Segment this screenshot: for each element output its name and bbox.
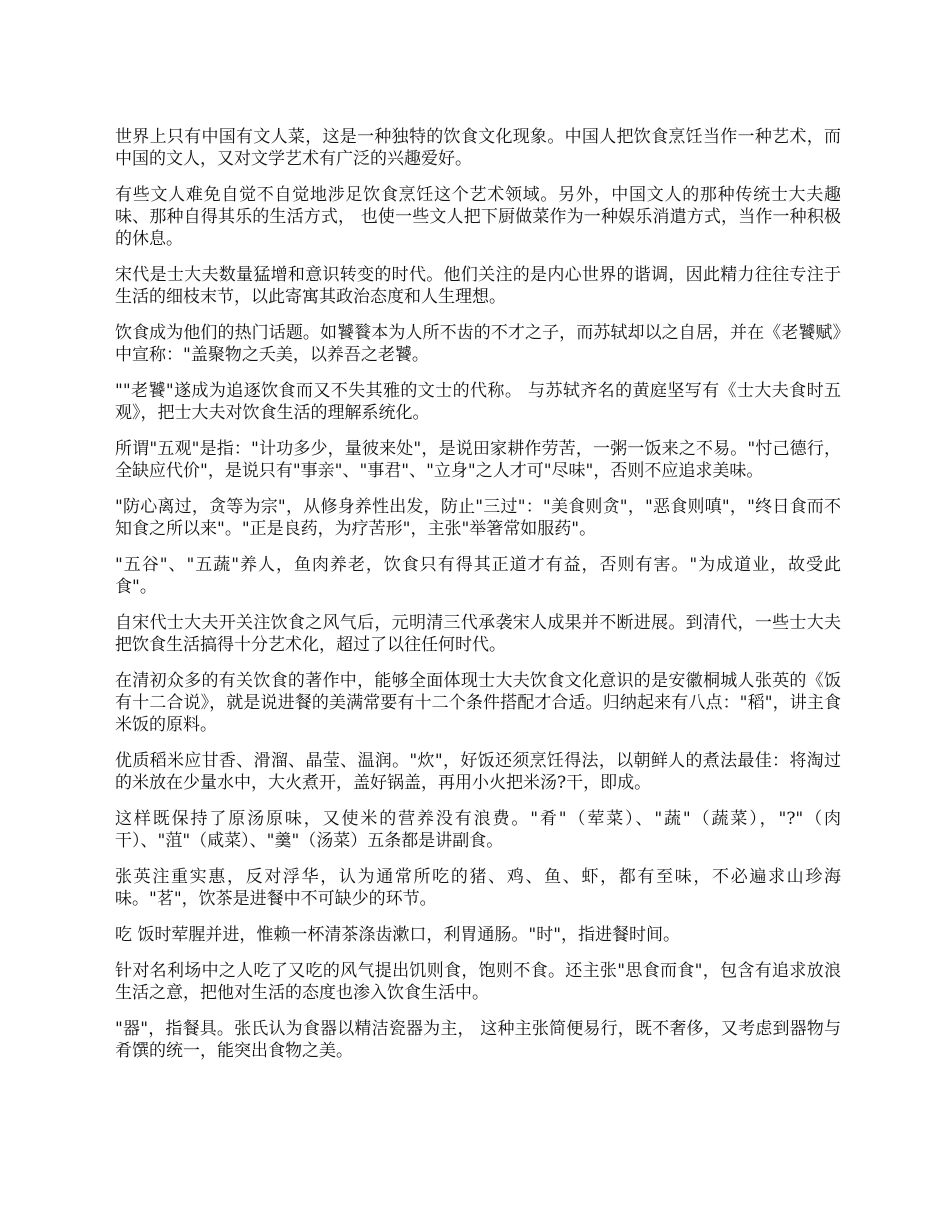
paragraph-3: 宋代是士大夫数量猛增和意识转变的时代。他们关注的是内心世界的谐调，因此精力往往专注于生活的细枝末节，以此寄寓其政治态度和人生理想。 [115, 265, 841, 307]
paragraph-11: 优质稻米应甘香、滑溜、晶莹、温润。"炊"，好饭还须烹饪得法，以朝鲜人的煮法最佳：将淘过的米放在少量水中，大火煮开，盖好锅盖，再用小火把米汤?干，即成。 [115, 751, 841, 793]
document-body [115, 126, 841, 1076]
paragraph-14: 吃 饭时荤腥并进，惟赖一杯清茶涤齿漱口，利胃通肠。"时"，指进餐时间。 [115, 925, 681, 945]
paragraph-5: ""老饕"遂成为追逐饮食而又不失其雅的文士的代称。 与苏轼齐名的黄庭坚写有《士大夫食时五观》，把士大夫对饮食生活的理解系统化。 [115, 381, 841, 423]
paragraph-10: 在清初众多的有关饮食的著作中，能够全面体现士大夫饮食文化意识的是安徽桐城人张英的《饭有十二合说》，就是说进餐的美满常要有十二个条件搭配才合适。归纳起来有八点："稻"，讲主食米饭的原料。 [115, 671, 841, 735]
paragraph-16: "器"，指餐具。张氏认为食器以精洁瓷器为主， 这种主张简便易行，既不奢侈，又考虑到器物与肴馔的统一，能突出食物之美。 [115, 1019, 841, 1061]
paragraph-13: 张英注重实惠，反对浮华，认为通常所吃的猪、鸡、鱼、虾，都有至味，不必遍求山珍海味。"茗"，饮茶是进餐中不可缺少的环节。 [115, 867, 841, 909]
paragraph-6: 所谓"五观"是指："计功多少，量彼来处"，是说田家耕作劳苦，一粥一饭来之不易。"忖己德行，全缺应代价"，是说只有"事亲"、"事君"、"立身"之人才可"尽味"，否则不应追求美味。 [115, 439, 841, 481]
paragraph-8: "五谷"、"五蔬"养人，鱼肉养老，饮食只有得其正道才有益，否则有害。"为成道业，故受此食"。 [115, 555, 841, 597]
paragraph-7: "防心离过，贪等为宗"，从修身养性出发，防止"三过"："美食则贪"，"恶食则嗔"，"终日食而不知食之所以来"。"正是良药，为疗苦形"，主张"举箸常如服药"。 [115, 497, 841, 539]
paragraph-12: 这样既保持了原汤原味，又使米的营养没有浪费。"肴"（荤菜）、"蔬"（蔬菜），"?"（肉干）、"菹"（咸菜）、"羹"（汤菜）五条都是讲副食。 [115, 809, 841, 851]
paragraph-15: 针对名利场中之人吃了又吃的风气提出饥则食，饱则不食。还主张"思食而食"，包含有追求放浪生活之意，把他对生活的态度也渗入饮食生活中。 [115, 961, 841, 1003]
paragraph-9: 自宋代士大夫开关注饮食之风气后，元明清三代承袭宋人成果并不断进展。到清代，一些士大夫把饮食生活搞得十分艺术化，超过了以往任何时代。 [115, 613, 841, 655]
paragraph-1: 世界上只有中国有文人菜，这是一种独特的饮食文化现象。中国人把饮食烹饪当作一种艺术，而中国的文人，又对文学艺术有广泛的兴趣爱好。 [115, 127, 841, 169]
paragraph-4: 饮食成为他们的热门话题。如饕餮本为人所不齿的不才之子，而苏轼却以之自居，并在《老饕赋》中宣称："盖聚物之夭美，以养吾之老饕。 [115, 323, 841, 365]
paragraph-2: 有些文人难免自觉不自觉地涉足饮食烹饪这个艺术领域。另外，中国文人的那种传统士大夫趣味、那种自得其乐的生活方式， 也使一些文人把下厨做菜作为一种娱乐消遣方式，当作一种积极的休息。 [115, 185, 841, 249]
